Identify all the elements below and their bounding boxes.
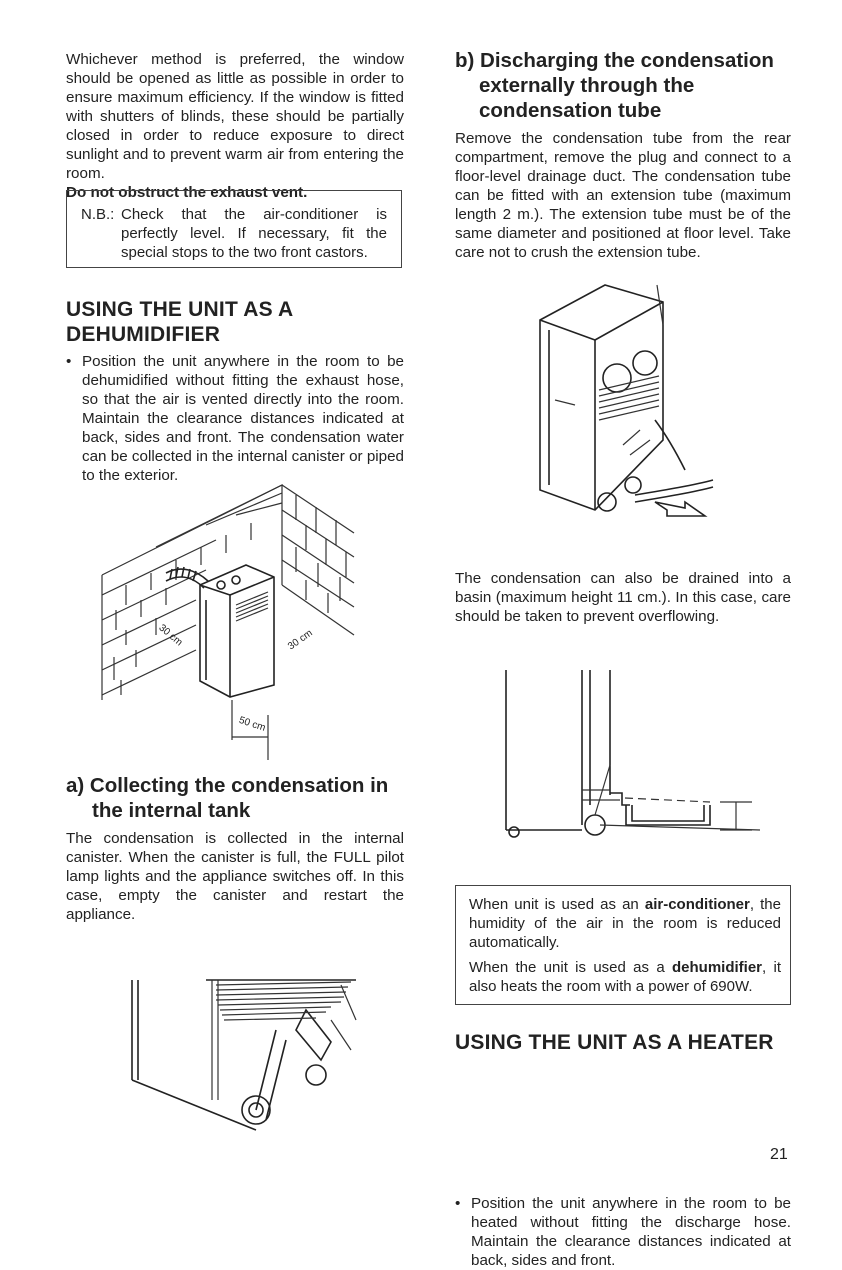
dehumidifier-bullet: • Position the unit anywhere in the room to be dehumidified without fitting the exhaust hose, so that the air is vented directly into the room. Maintain the clearance distances indicated at back, sides and front. The condensation water can be collected in the internal canister or piped to the exterior. [66,352,404,485]
nb-text: Check that the air-conditioner is perfectly level. If necessary, fit the special stops to the two front castors. [121,206,387,261]
collect-paragraph: The condensation is collected in the internal canister. When the canister is full, the FULL pilot lamp lights and the appliance switches off. In this case, empty the canister and restart the appliance. [66,830,404,923]
intro-paragraph: Whichever method is preferred, the window should be opened as little as possible in order to ensure maximum efficiency. If the window is fitted with shutters of blinds, these should be partially closed in order to reduce exposure to direct sunlight and to prevent warm air from entering the room. Do not obstruct the exhaust vent. [66,51,404,201]
drainage-tube-figure [535,280,715,525]
canister-figure [126,970,366,1130]
discharge-heading: b) Discharging the condensation externally through the condensation tube [455,49,774,122]
heater-heading: USING THE UNIT AS A HEATER [455,1031,774,1054]
corner-clearance-figure [96,485,366,765]
basin-figure [500,665,760,845]
left-clearance-label: 30 cm [156,622,185,649]
dehumidifier-heading: USING THE UNIT AS A DEHUMIDIFIER [66,298,294,346]
page-number: 21 [770,1146,788,1163]
heater-bullet: • Position the unit anywhere in the room to be heated without fitting the discharge hose. Maintain the clearance distances indicated at back, sides and front. [455,1194,791,1270]
exhaust-warning: Do not obstruct the exhaust vent. [66,184,308,201]
nb-note-box [66,190,402,268]
discharge-paragraph: Remove the condensation tube from the rear compartment, remove the plug and connect to a floor-level drainage duct. The condensation tube can be fitted with an extension tube (maximum length 2 m.). The extension tube must be of the same diameter and positioned at floor level. Take care not to crush the extension tube. [455,130,791,261]
info-dehumidifier-paragraph: When the unit is used as a dehumidifier, it also heats the room with a power of 690W. [469,959,782,995]
front-clearance-label: 50 cm [237,714,267,734]
collect-heading: a) Collecting the condensation in the internal tank [66,774,389,822]
info-aircon-paragraph: When unit is used as an air-conditioner, the humidity of the air in the room is reduced automatically. [469,896,781,951]
right-clearance-label: 30 cm [286,627,315,653]
nb-label: N.B.: [81,206,115,223]
basin-paragraph: The condensation can also be drained into a basin (maximum height 11 cm.). In this case, care should be taken to prevent overflowing. [455,570,791,625]
info-note-box [455,885,791,1005]
